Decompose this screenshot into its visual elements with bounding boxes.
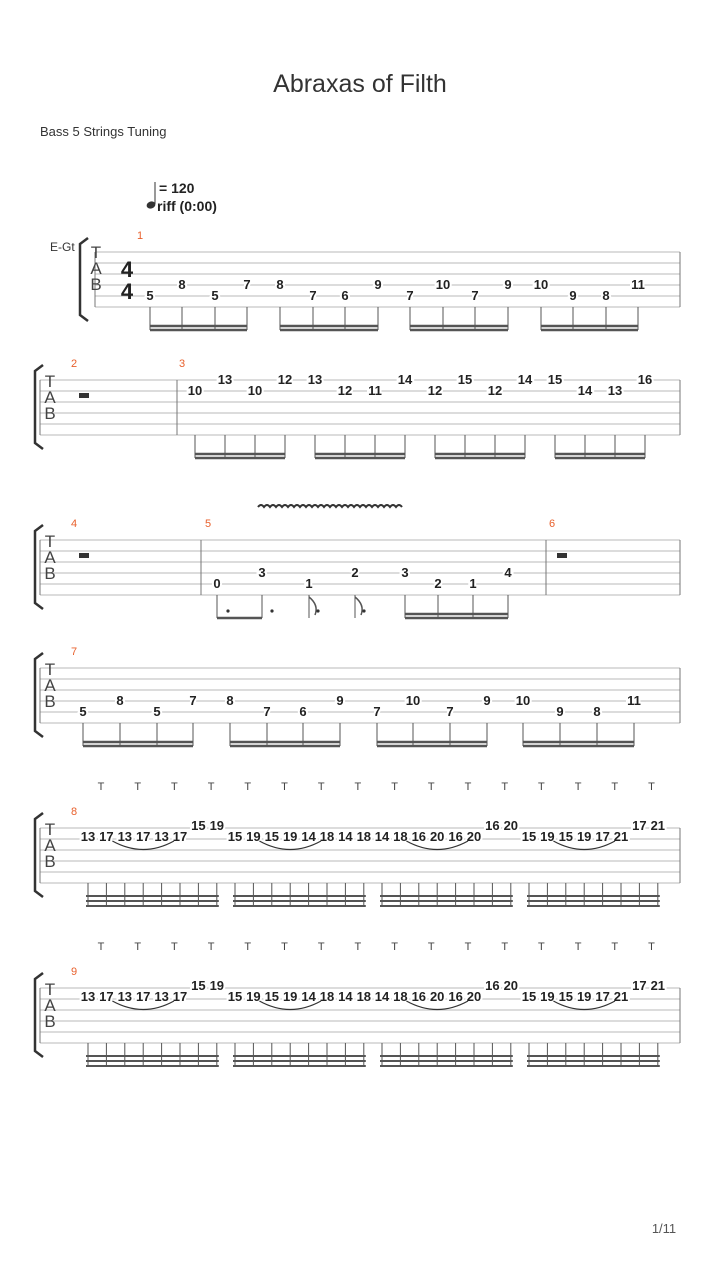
whole-rest xyxy=(79,393,89,398)
fret-number: 19 xyxy=(540,989,555,1004)
fret-number: 19 xyxy=(209,818,225,833)
tap-marker: T xyxy=(97,781,105,793)
measure-number: 2 xyxy=(71,358,78,370)
fret-number: 3 xyxy=(401,565,409,580)
measure-number: 5 xyxy=(205,518,212,530)
tap-marker: T xyxy=(171,781,178,793)
time-signature-bottom: 4 xyxy=(120,279,134,304)
fret-number: 13 xyxy=(80,989,96,1004)
fret-number: 7 xyxy=(373,704,381,719)
measure-number: 4 xyxy=(71,518,78,530)
dot xyxy=(270,609,273,612)
page-number: 1/11 xyxy=(651,1221,677,1236)
note-flag xyxy=(309,597,316,615)
measure-number: 3 xyxy=(179,358,186,370)
fret-number: 14 xyxy=(577,383,593,398)
fret-number: 20 xyxy=(429,989,445,1004)
fret-number: 19 xyxy=(246,829,261,844)
fret-number: 12 xyxy=(487,383,503,398)
fret-number: 5 xyxy=(146,288,154,303)
fret-number: 9 xyxy=(569,288,577,303)
tap-marker: T xyxy=(501,941,509,953)
fret-number: 16 xyxy=(411,989,427,1004)
fret-number: 7 xyxy=(189,693,197,708)
fret-number: 16 xyxy=(448,989,463,1004)
fret-number: 17 xyxy=(172,989,188,1004)
measure-number: 1 xyxy=(137,230,144,242)
tap-marker: T xyxy=(611,941,619,953)
fret-number: 1 xyxy=(305,576,313,591)
fret-number: 8 xyxy=(116,693,124,708)
fret-number: 20 xyxy=(466,989,482,1004)
fret-number: 13 xyxy=(117,829,133,844)
measure-number: 9 xyxy=(71,966,78,978)
tab-clef-a: A xyxy=(90,259,102,278)
fret-number: 21 xyxy=(650,818,666,833)
tab-clef-b: B xyxy=(44,564,56,583)
measure-number: 7 xyxy=(71,646,78,658)
fret-number: 18 xyxy=(319,829,335,844)
tuning-label: Bass 5 Strings Tuning xyxy=(40,124,167,139)
fret-number: 21 xyxy=(650,978,666,993)
dot xyxy=(226,609,229,612)
fret-number: 9 xyxy=(504,277,512,292)
tap-marker: T xyxy=(538,941,545,953)
fret-number: 7 xyxy=(406,288,414,303)
tab-clef-b: B xyxy=(44,404,56,423)
fret-number: 19 xyxy=(246,989,261,1004)
fret-number: 13 xyxy=(117,989,133,1004)
fret-number: 15 xyxy=(264,829,280,844)
fret-number: 7 xyxy=(243,277,251,292)
fret-number: 16 xyxy=(485,818,500,833)
measure-number: 8 xyxy=(71,806,78,818)
fret-number: 18 xyxy=(356,989,372,1004)
tap-marker: T xyxy=(97,941,105,953)
fret-number: 20 xyxy=(503,818,519,833)
tap-marker: T xyxy=(281,941,288,953)
fret-number: 17 xyxy=(595,989,610,1004)
tab-clef-t: T xyxy=(44,820,56,839)
tap-marker: T xyxy=(134,781,142,793)
fret-number: 8 xyxy=(276,277,284,292)
tap-marker: T xyxy=(501,781,509,793)
tab-clef-t: T xyxy=(44,532,56,551)
tab-clef-b: B xyxy=(44,852,56,871)
fret-number: 12 xyxy=(427,383,443,398)
tap-marker: T xyxy=(317,941,325,953)
tap-marker: T xyxy=(648,941,655,953)
fret-number: 17 xyxy=(99,989,114,1004)
staff-brace xyxy=(35,813,43,897)
tap-marker: T xyxy=(171,941,178,953)
tap-marker: T xyxy=(281,781,288,793)
tab-clef-b: B xyxy=(90,275,102,294)
whole-rest xyxy=(79,553,89,558)
fret-number: 10 xyxy=(247,383,263,398)
fret-number: 10 xyxy=(533,277,549,292)
fret-number: 12 xyxy=(337,383,353,398)
tab-clef-a: A xyxy=(44,548,56,567)
staff-brace xyxy=(35,653,43,737)
tap-marker: T xyxy=(648,781,655,793)
fret-number: 14 xyxy=(397,372,413,387)
fret-number: 17 xyxy=(135,829,151,844)
fret-number: 17 xyxy=(135,989,151,1004)
staff-brace xyxy=(35,365,43,449)
fret-number: 20 xyxy=(466,829,482,844)
fret-number: 21 xyxy=(613,989,629,1004)
tab-clef-b: B xyxy=(44,692,56,711)
fret-number: 6 xyxy=(299,704,307,719)
tap-marker: T xyxy=(207,781,215,793)
fret-number: 17 xyxy=(632,818,647,833)
fret-number: 10 xyxy=(405,693,421,708)
fret-number: 13 xyxy=(154,829,169,844)
fret-number: 7 xyxy=(309,288,317,303)
staff-brace xyxy=(35,973,43,1057)
tap-marker: T xyxy=(574,781,582,793)
tab-clef-b: B xyxy=(44,1012,56,1031)
tap-marker: T xyxy=(244,941,252,953)
fret-number: 14 xyxy=(374,829,390,844)
tap-marker: T xyxy=(538,781,545,793)
tap-marker: T xyxy=(464,781,472,793)
fret-number: 10 xyxy=(515,693,531,708)
fret-number: 0 xyxy=(213,576,221,591)
tap-marker: T xyxy=(427,781,435,793)
fret-number: 19 xyxy=(576,989,592,1004)
tab-clef-t: T xyxy=(90,243,102,262)
fret-number: 7 xyxy=(263,704,271,719)
fret-number: 15 xyxy=(264,989,280,1004)
fret-number: 13 xyxy=(307,372,323,387)
fret-number: 15 xyxy=(191,818,206,833)
fret-number: 18 xyxy=(319,989,335,1004)
fret-number: 11 xyxy=(368,383,382,398)
fret-number: 13 xyxy=(80,829,96,844)
fret-number: 13 xyxy=(607,383,623,398)
tab-clef-a: A xyxy=(44,676,56,695)
fret-number: 5 xyxy=(153,704,161,719)
tab-clef-t: T xyxy=(44,980,56,999)
tap-marker: T xyxy=(354,781,362,793)
fret-number: 19 xyxy=(282,829,298,844)
fret-number: 14 xyxy=(338,989,353,1004)
fret-number: 19 xyxy=(540,829,555,844)
fret-number: 15 xyxy=(227,989,243,1004)
tap-marker: T xyxy=(574,941,582,953)
whole-rest xyxy=(557,553,567,558)
fret-number: 21 xyxy=(613,829,629,844)
tap-marker: T xyxy=(391,941,398,953)
fret-number: 15 xyxy=(457,372,473,387)
tap-marker: T xyxy=(134,941,142,953)
fret-number: 11 xyxy=(627,693,641,708)
fret-number: 8 xyxy=(226,693,234,708)
time-signature-top: 4 xyxy=(120,257,134,282)
tap-marker: T xyxy=(317,781,325,793)
fret-number: 15 xyxy=(558,989,574,1004)
fret-number: 1 xyxy=(469,576,477,591)
tap-marker: T xyxy=(611,781,619,793)
fret-number: 5 xyxy=(211,288,219,303)
fret-number: 6 xyxy=(341,288,349,303)
fret-number: 17 xyxy=(632,978,647,993)
fret-number: 20 xyxy=(503,978,519,993)
fret-number: 14 xyxy=(517,372,533,387)
fret-number: 8 xyxy=(602,288,610,303)
dot xyxy=(316,609,319,612)
fret-number: 16 xyxy=(637,372,653,387)
fret-number: 19 xyxy=(282,989,298,1004)
fret-number: 9 xyxy=(556,704,564,719)
fret-number: 5 xyxy=(79,704,87,719)
fret-number: 19 xyxy=(209,978,225,993)
fret-number: 15 xyxy=(547,372,563,387)
tab-clef-t: T xyxy=(44,660,56,679)
fret-number: 4 xyxy=(504,565,512,580)
tap-marker: T xyxy=(354,941,362,953)
fret-number: 7 xyxy=(471,288,479,303)
tab-clef-t: T xyxy=(44,372,56,391)
fret-number: 18 xyxy=(393,829,408,844)
tap-marker: T xyxy=(464,941,472,953)
fret-number: 2 xyxy=(351,565,359,580)
fret-number: 17 xyxy=(595,829,610,844)
fret-number: 8 xyxy=(178,277,186,292)
fret-number: 15 xyxy=(191,978,206,993)
fret-number: 12 xyxy=(277,372,293,387)
track-name: E-Gt xyxy=(50,240,75,254)
fret-number: 20 xyxy=(429,829,445,844)
vibrato-marking xyxy=(258,505,402,507)
fret-number: 19 xyxy=(576,829,592,844)
fret-number: 15 xyxy=(227,829,243,844)
fret-number: 15 xyxy=(558,829,574,844)
fret-number: 13 xyxy=(154,989,169,1004)
tempo-marking: = 120 xyxy=(159,180,195,196)
tab-clef-a: A xyxy=(44,836,56,855)
dot xyxy=(362,609,365,612)
fret-number: 16 xyxy=(448,829,463,844)
measure-number: 6 xyxy=(549,518,556,530)
fret-number: 14 xyxy=(374,989,390,1004)
fret-number: 14 xyxy=(338,829,353,844)
tap-marker: T xyxy=(427,941,435,953)
staff-brace xyxy=(80,238,88,321)
staff-brace xyxy=(35,525,43,609)
tap-marker: T xyxy=(244,781,252,793)
fret-number: 9 xyxy=(336,693,344,708)
tab-clef-a: A xyxy=(44,996,56,1015)
fret-number: 9 xyxy=(483,693,491,708)
fret-number: 10 xyxy=(187,383,203,398)
fret-number: 14 xyxy=(301,829,316,844)
fret-number: 11 xyxy=(631,277,645,292)
section-marker: riff (0:00) xyxy=(157,198,217,214)
fret-number: 9 xyxy=(374,277,382,292)
tab-clef-a: A xyxy=(44,388,56,407)
fret-number: 16 xyxy=(485,978,500,993)
fret-number: 10 xyxy=(435,277,451,292)
fret-number: 2 xyxy=(434,576,442,591)
fret-number: 3 xyxy=(258,565,266,580)
fret-number: 15 xyxy=(521,829,537,844)
fret-number: 18 xyxy=(393,989,408,1004)
tap-marker: T xyxy=(207,941,215,953)
song-title: Abraxas of Filth xyxy=(273,70,447,98)
fret-number: 14 xyxy=(301,989,316,1004)
fret-number: 18 xyxy=(356,829,372,844)
fret-number: 17 xyxy=(99,829,114,844)
fret-number: 7 xyxy=(446,704,454,719)
fret-number: 13 xyxy=(217,372,233,387)
note-flag xyxy=(355,597,362,615)
fret-number: 15 xyxy=(521,989,537,1004)
fret-number: 8 xyxy=(593,704,601,719)
fret-number: 17 xyxy=(172,829,188,844)
tap-marker: T xyxy=(391,781,398,793)
fret-number: 16 xyxy=(411,829,427,844)
